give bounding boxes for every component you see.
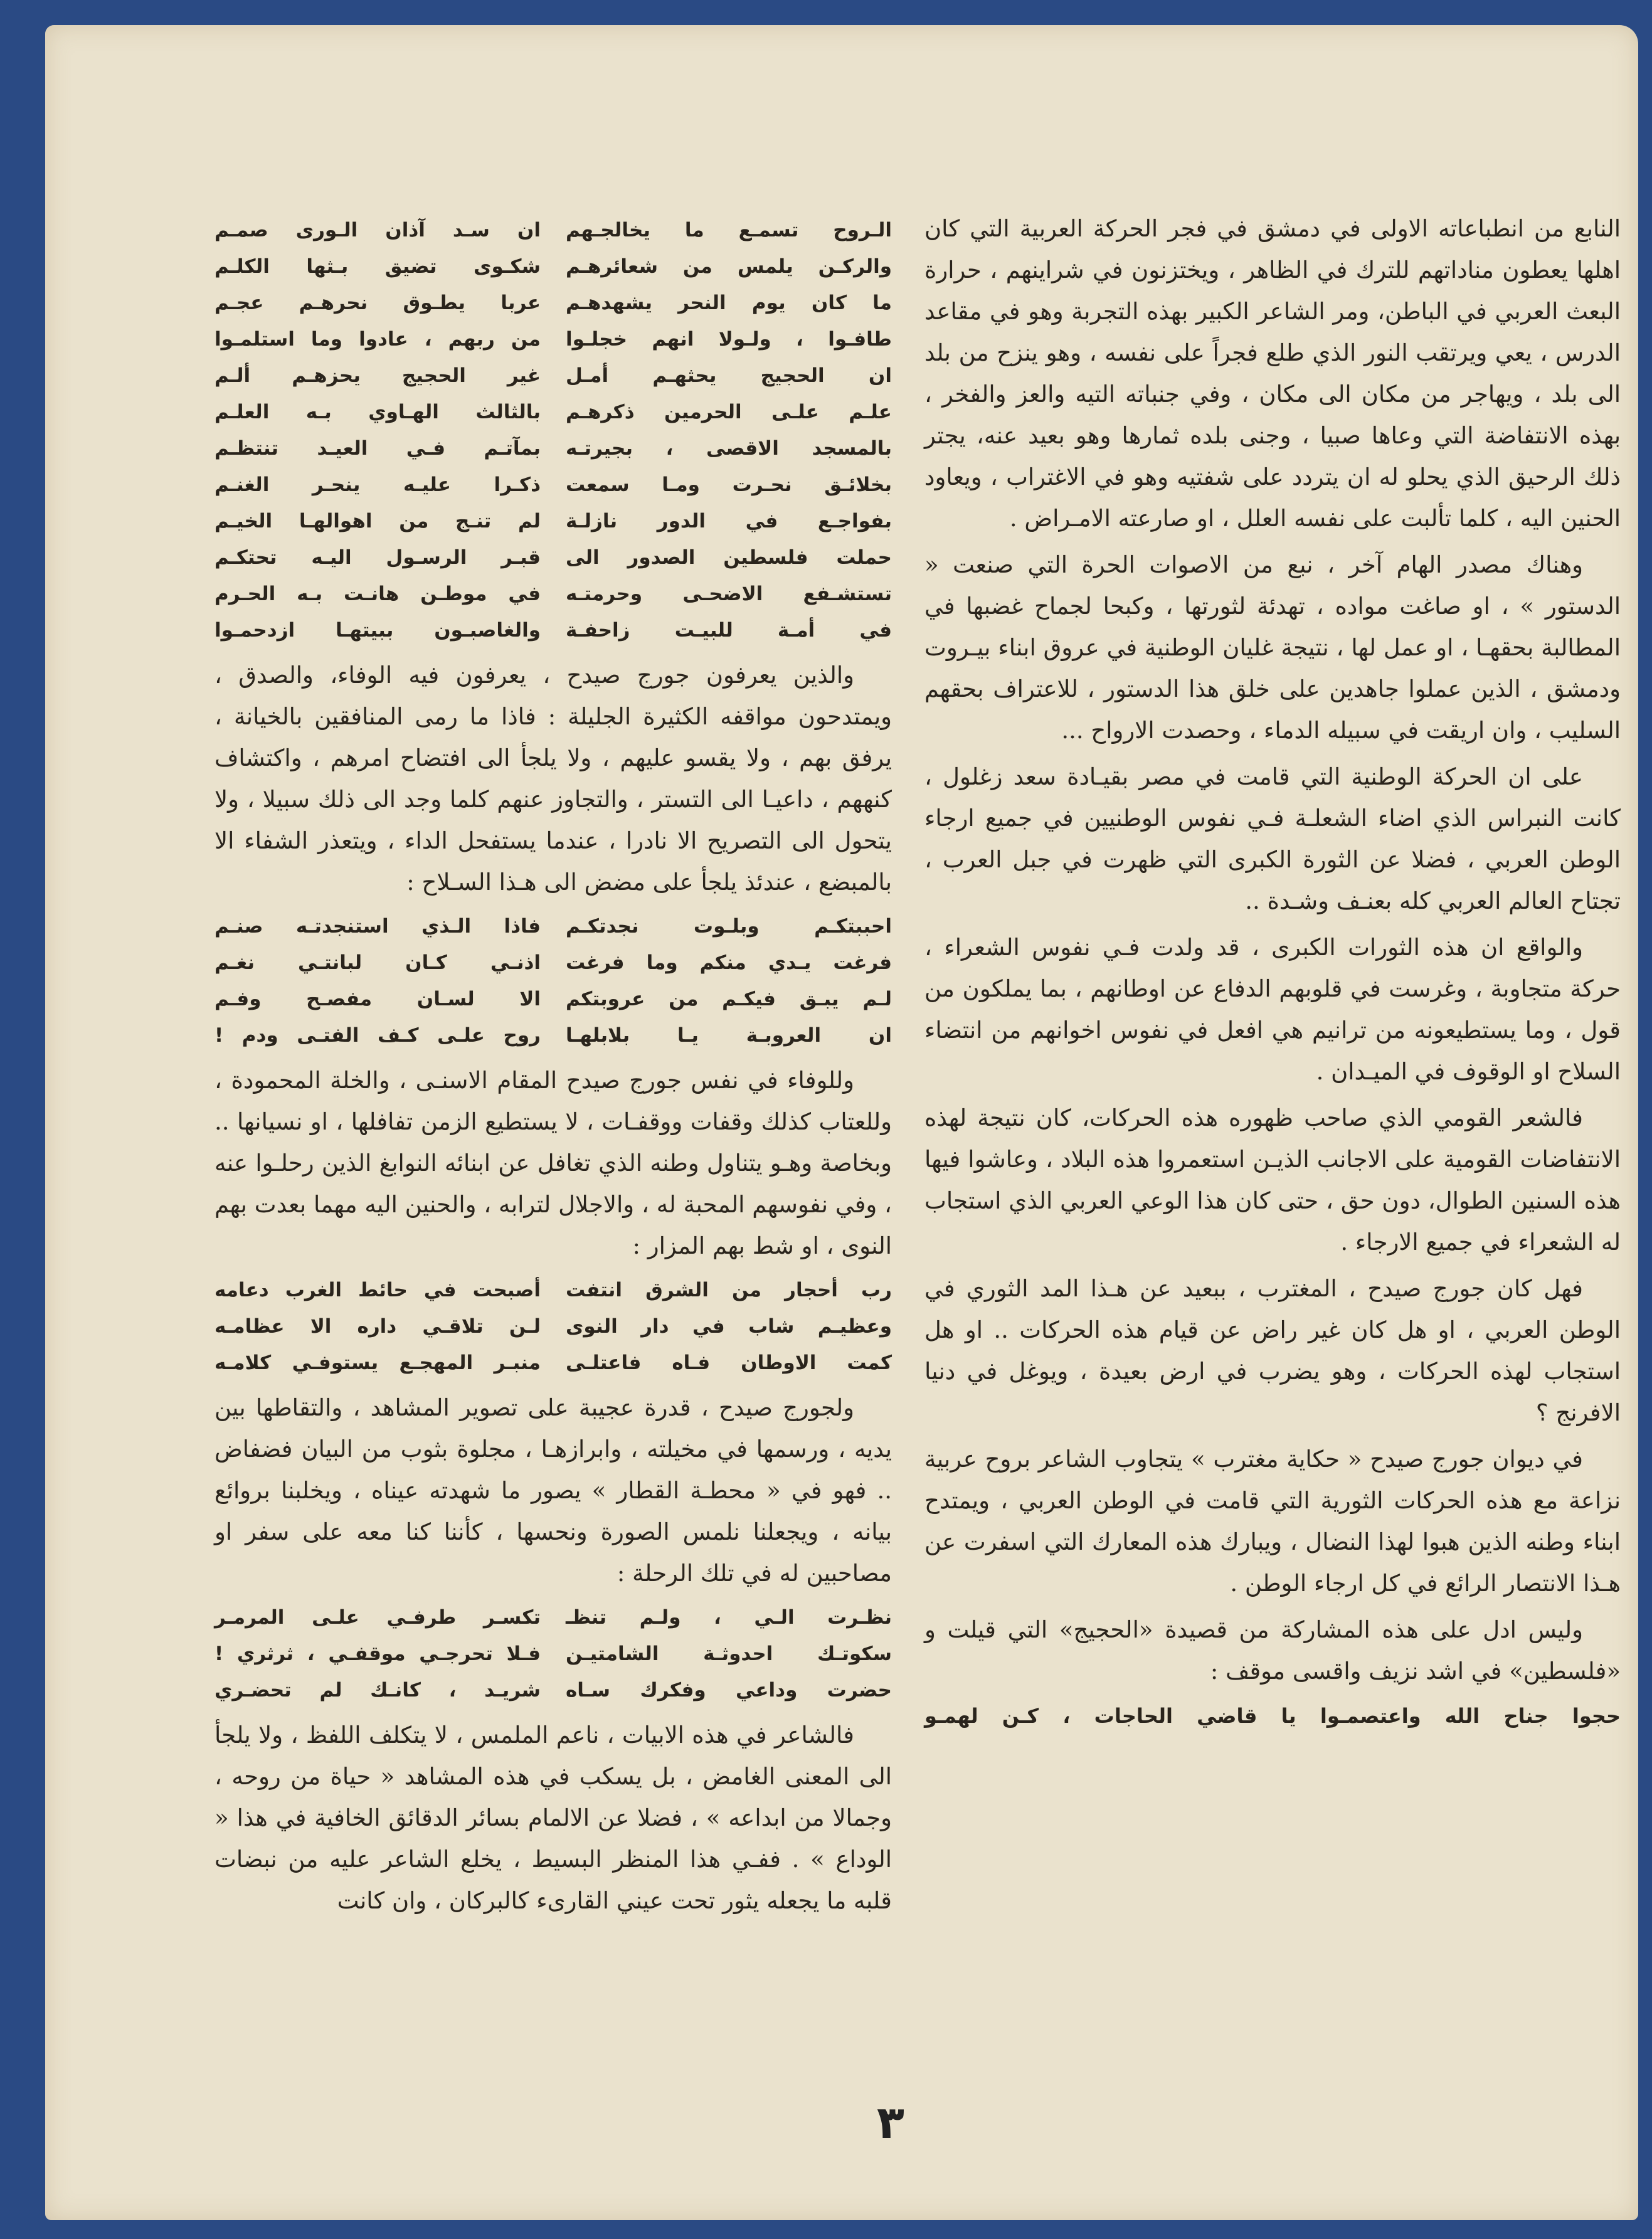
verse-hemistich: في أمـة للبيـت زاحفـة [566,619,892,642]
verse-hemistich: تكسـر طرفـي علـى المرمـر [214,1606,541,1629]
verse-hemistich: حضرت وداعي وفكرك سـاه [566,1679,892,1702]
verse-hemistich: فاذا الـذي استنجدتـه صنـم [214,915,541,938]
verse-hemistich: بالثالث الهـاوي بـه العلـم [214,401,541,423]
verse-hemistich: والغاصبـون ببيتهـا ازدحمـوا [214,619,541,642]
paragraph: النابع من انطباعاته الاولى في دمشق في فجر الحركة العربية التي كان اهلها يعطون مناداتهم للترك في الظاهر ، ويختزنون في شراينهم ، حرارة البعث العربي في الباطن، ومر الشاعر الكبير بهذه التجربة وهو في مقاعد الدرس ، يعي ويرتقب النور الذي طلع فجراً على نفسه ، وهو ينزح من بلد الى بلد ، ويهاجر من مكان الى مكان ، وفي جنباته التيه والعز والفخر ، بهذه الانتفاضة التي وعاها صبيا ، وجنى بلده ثمارها وهو بعيد عنه، يجتر ذلك الرحيق الذي يحلو له ان يتردد على شفتيه وهو في الاغتراب ، ويعاود الحنين اليه ، كلما تألبت على نفسه العلل ، او صارعته الامـراض . [924,215,1621,532]
verse-hemistich: عربا يطـوق نحرهـم عجـم [214,292,541,314]
verse-hemistich: منبـر المهجـع يستوفـي كلامـه [214,1352,541,1374]
verse-hemistich: شريـد ، كانـك لم تحضـري [214,1679,541,1702]
magazine-page [45,25,1638,2220]
verse-hemistich: قبـر الرسـول اليـه تحتكـم [214,546,541,569]
poem-block-exile [214,1272,892,1381]
verse-hemistich: في موطـن هانـت بـه الحـرم [214,583,541,605]
verse-hemistich: كمت الاوطان فـاه فاعتلـى [566,1352,892,1374]
verse-hemistich: روح علـى كـف الفتـى ودم ! [214,1024,541,1047]
verse-hemistich: شكـوى تضيق بـثها الكلـم [214,255,541,278]
verse-hemistich: نظـرت الـي ، ولـم تنظـ [566,1606,892,1629]
verse-hemistich: رب أحجار من الشرق انتفت [566,1279,892,1301]
verse-hemistich: لـن تلاقـي داره الا عظامـه [214,1315,541,1338]
paragraph: ولجورج صيدح ، قدرة عجيبة على تصوير المشاهد ، والتقاطها بين يديه ، ورسمها في مخيلته ، وابرازهـا ، مجلوة بثوب من البيان فضفاض .. فهو في « محطـة القطار » يصور ما شهدته عيناه ، ويخلبنا بروائع بيانه ، ويجعلنا نلمس الصورة ونحسها ، كأننا كنا معه على سفر او مصاحبين له في تلك الرحلة : [214,1394,892,1587]
verse-hemistich: ان سـد آذان الـورى صمـم [214,219,541,241]
verse-hemistich: ما كان يوم النحر يشهدهـم [566,292,892,314]
verse-hemistich: ان الحجيج يحثهـم أمـل [566,364,892,387]
verse-hemistich: والركـن يلمس من شعائرهـم [566,255,892,278]
paragraph: وللوفاء في نفس جورج صيدح المقام الاسنـى ، والخلة المحمودة ، وللعتاب كذلك وقفات ووقفـات ، لا يستطيع الزمن تفافلها ، او نسيانها .. وبخاصة وهـو يتناول وطنه الذي تغافل عن ابنائه النوابغ الذين رحلـوا عنه ، وفي نفوسهم المحبة له ، والاجلال لترابه ، والحنين اليه مهما بعدت بهم النوى ، او شط بهم المزار : [214,1067,892,1259]
paragraph: فالشاعر في هذه الابيات ، ناعم الملمس ، لا يتكلف اللفظ ، ولا يلجأ الى المعنى الغامض ، بل يسكب في هذه المشاهد « حياة من روحه ، وجمالا من ابداعه » ، فضلا عن الالمام بسائر الدقائق الخافية في هذا « الوداع » . ففـي هذا المنظر البسيط ، يخلع الشاعر عليه من نبضات قلبه ما يجعله يثور تحت عيني القارىء كالبركان ، وان كانت [214,1722,892,1914]
verse-hemistich: طافـوا ، ولـولا انهم خجلـوا [566,328,892,351]
poem-block-reproach [214,908,892,1054]
verse-hemistich: من ربهم ، عادوا وما استلمـوا [214,328,541,351]
verse-hemistich: سكوتـك احدوثـة الشامتيـن [566,1643,892,1665]
paragraph: والذين يعرفون جورج صيدح ، يعرفون فيه الوفاء، والصدق ، ويمتدحون مواقفه الكثيرة الجليلة : فاذا ما رمى المنافقين بالخيانة ، يرفق بهم ، ولا يقسو عليهم ، ولا يلجأ الى افتضاح امرهم ، واكتشاف كنههم ، داعيـا الى التستر ، والتجاوز عنهم كلما وجد الى ذلك سبيلا ، ولا يتحول الى التصريح الا نادرا ، عندما يستفحل الداء ، ويتعذر الشفاء الا بالمبضع ، عندئذ يلجأ على مضض الى هـذا السـلاح : [214,662,892,896]
verse-hemistich: ان العروبـة يـا بلابلهـا [566,1024,892,1047]
left-text-column [214,208,892,1927]
verse-hemistich: بخلائـق نحـرت ومـا سمعت [566,474,892,496]
verse-hemistich: علـم علـى الحرمين ذكرهـم [566,401,892,423]
right-text-column [924,208,1621,1735]
paragraph: والواقع ان هذه الثورات الكبرى ، قد ولدت فـي نفوس الشعراء ، حركة متجاوبة ، وغرست في قلوبهم الدفاع عن اوطانهم ، بما يملكون من قول ، وما يستطيعونه من ترانيم هي افعل في نفوس اخوانهم من انتضاء السلاح او الوقوف في الميـدان . [924,934,1621,1085]
verse-hemistich: تستشـفع الاضحـى وحرمتـه [566,583,892,605]
paragraph: فهل كان جورج صيدح ، المغترب ، ببعيد عن هـذا المد الثوري في الوطن العربي ، او هل كان غير راض عن قيام هذه الحركات .. او هل استجاب لهذه الحركات ، وهو يضرب في ارض بعيدة ، ويوغل في دنيا الافرنج ؟ [924,1275,1621,1426]
verse-hemistich: حملت فلسطين الصدور الى [566,546,892,569]
verse-hemistich: غير الحجيج يحزهـم ألـم [214,364,541,387]
paragraph: فالشعر القومي الذي صاحب ظهوره هذه الحركات، كان نتيجة لهذه الانتفاضات القومية على الاجانب الذيـن استعمروا هذه البلاد ، وعاشوا فيها هذه السنين الطوال، دون حق ، حتى كان هذا الوعي العربي الذي استجاب له الشعراء في جميع الارجاء . [924,1104,1621,1256]
paragraph: وهناك مصدر الهام آخر ، نبع من الاصوات الحرة التي صنعت « الدستور » ، او صاغت مواده ، تهدئة لثورتها ، وكبحا لجماح غضبها في المطالبة بحقهـا ، او عمل لها ، نتيجة غليان الوطنية في عروق ابناء بيـروت ودمشق ، الذين عملوا جاهدين على خلق هذا الدستور ، للاعتراف بحقهم السليب ، وان اريقت في سبيله الدماء ، وحصدت الارواح ... [924,551,1621,744]
poem-verse: حجوا جناح الله واعتصمـوا يا قاضي الحاجات ، كـن لهمـو [924,1704,1621,1728]
verse-hemistich: بالمسجد الاقصى ، بجيرتـه [566,437,892,460]
verse-hemistich: الا لسـان مفصـح وفـم [214,988,541,1010]
verse-hemistich: وعظيـم شاب في دار النوى [566,1315,892,1338]
poem-block-hajj [214,212,892,648]
paragraph: على ان الحركة الوطنية التي قامت في مصر بقيـادة سعد زغلول ، كانت النبراس الذي اضاء الشعلـة فـي نفوس الوطنيين في جميع ارجاء الوطن العربي ، فضلا عن الثورة الكبرى التي ظهرت في جبل العرب ، تجتاح العالم العربي كله بعنـف وشـدة .. [924,763,1621,914]
verse-hemistich: أصبحت في حائط الغرب دعامه [214,1279,541,1301]
verse-hemistich: لم تنـج من اهوالهـا الخيـم [214,510,541,532]
verse-hemistich: ذكـرا عليـه ينحـر الغنـم [214,474,541,496]
poem-block-station [214,1599,892,1708]
verse-hemistich: بفواجـع في الدور نازلـة [566,510,892,532]
verse-hemistich: فـلا تحرجـي موقفـي ، ثرثري ! [214,1643,541,1665]
verse-hemistich: بمآتـم فـي العيـد تنتظـم [214,437,541,460]
verse-hemistich: فرغت يـدي منكم وما فرغت [566,951,892,974]
paragraph: وليس ادل على هذه المشاركة من قصيدة «الحجيج» التي قيلت و «فلسطين» في اشد نزيف واقسى موقف : [924,1616,1621,1685]
page-number: ٣ [877,2096,904,2149]
verse-hemistich: الـروح تسمـع ما يخالجـهم [566,219,892,241]
paragraph: في ديوان جورج صيدح « حكاية مغترب » يتجاوب الشاعر بروح عربية نزاعة مع هذه الحركات الثورية التي قامت في الوطن العربي ، ويمتدح ابناء وطنه الذين هبوا لهذا النضال ، ويبارك هذه المعارك التي اسفرت عن هـذا الانتصار الرائع في كل ارجاء الوطن . [924,1446,1621,1597]
verse-hemistich: احببتكـم وبلـوت نجدتكـم [566,915,892,938]
verse-hemistich: لـم يبـق فيكـم من عروبتكم [566,988,892,1010]
verse-hemistich: اذنـي كـان لبانتـي نغـم [214,951,541,974]
